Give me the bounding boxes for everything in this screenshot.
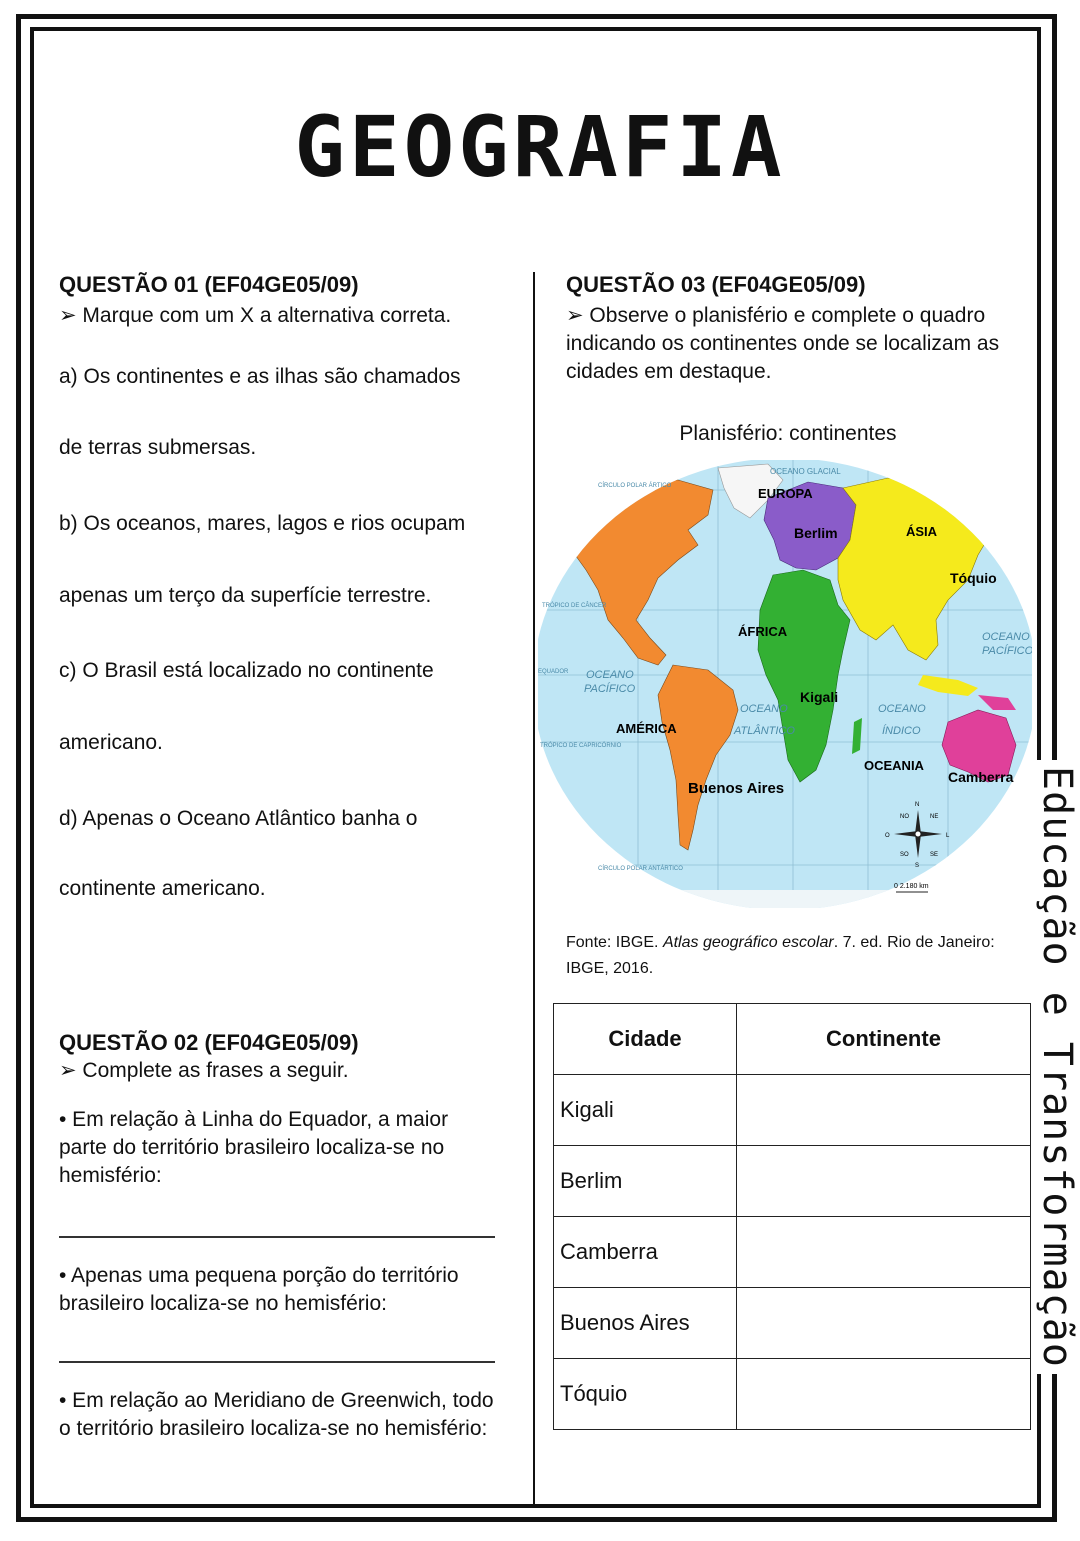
q2-instruction: ➢ Complete as frases a seguir. <box>59 1059 349 1082</box>
label-africa: ÁFRICA <box>738 624 788 639</box>
source-suffix: . 7. ed. Rio de Janeiro: IBGE, 2016. <box>566 934 995 977</box>
cell-cidade: Berlim <box>554 1146 737 1217</box>
label-indico-1: OCEANO <box>878 703 926 715</box>
cell-continente[interactable] <box>737 1217 1031 1288</box>
header-continente: Continente <box>737 1004 1031 1075</box>
label-equador: EQUADOR <box>538 669 569 675</box>
label-kigali: Kigali <box>800 689 839 705</box>
q2-answer-line-2[interactable] <box>59 1361 495 1363</box>
rose-n: N <box>915 802 920 808</box>
label-oceania: OCEANIA <box>864 758 924 773</box>
side-watermark-text: Educação e Transformação <box>1034 760 1080 1374</box>
q1-option-d-line2[interactable]: continente americano. <box>59 877 266 900</box>
q1-option-c-line1[interactable]: c) O Brasil está localizado no continente <box>59 659 434 682</box>
label-berlim: Berlim <box>794 525 838 541</box>
page-title: GEOGRAFIA <box>294 98 786 196</box>
rose-o: O <box>885 833 890 839</box>
q1-option-b-line1[interactable]: b) Os oceanos, mares, lagos e rios ocupam <box>59 512 466 535</box>
label-europa: EUROPA <box>758 486 813 501</box>
q2-item-3: • Em relação ao Meridiano de Greenwich, todo o território brasileiro localiza-se no hemisfério: <box>59 1389 494 1440</box>
q1-option-a-line2[interactable]: de terras submersas. <box>59 436 257 459</box>
rose-no: NO <box>900 814 909 820</box>
q1-instruction: ➢ Marque com um X a alternativa correta. <box>59 304 452 327</box>
world-map-svg <box>538 460 1032 908</box>
world-map <box>538 460 1032 908</box>
label-pacifico-w2: PACÍFICO <box>584 683 636 695</box>
rose-ne: NE <box>930 814 939 820</box>
label-camberra: Camberra <box>948 769 1014 785</box>
q2-answer-line-1[interactable] <box>59 1236 495 1238</box>
antarctica-shape <box>538 890 1032 908</box>
rose-so: SO <box>900 852 909 858</box>
label-pacifico-e1: OCEANO <box>982 631 1030 643</box>
cell-cidade: Kigali <box>554 1075 737 1146</box>
cities-table <box>553 1003 1031 1430</box>
table-header-row <box>554 1004 1031 1075</box>
header-cidade: Cidade <box>554 1004 737 1075</box>
source-italic: Atlas geográfico escolar <box>662 934 834 951</box>
label-america: AMÉRICA <box>616 721 677 736</box>
label-circulo-artico: CÍRCULO POLAR ÁRTICO <box>598 483 672 489</box>
q1-option-c-line2[interactable]: americano. <box>59 731 163 754</box>
label-tropico-cancer: TRÓPICO DE CÂNCER <box>542 603 607 609</box>
cell-continente[interactable] <box>737 1146 1031 1217</box>
table-row <box>554 1217 1031 1288</box>
column-divider <box>533 272 535 1508</box>
label-pacifico-e2: PACÍFICO <box>982 645 1032 657</box>
cell-cidade: Tóquio <box>554 1359 737 1430</box>
table-row <box>554 1075 1031 1146</box>
rose-l: L <box>946 833 950 839</box>
label-indico-2: ÍNDICO <box>882 725 921 737</box>
q3-title: QUESTÃO 03 (EF04GE05/09) <box>566 272 866 297</box>
label-atlantico-1: OCEANO <box>740 703 788 715</box>
q1-option-b-line2[interactable]: apenas um terço da superfície terrestre. <box>59 584 432 607</box>
q2-item-1: • Em relação à Linha do Equador, a maior parte do território brasileiro localiza-se no hemisfério: <box>59 1108 449 1187</box>
q3-instruction: ➢ Observe o planisfério e complete o quadro indicando os continentes onde se localizam as cidades em destaque. <box>566 304 1000 383</box>
q1-option-a-line1[interactable]: a) Os continentes e as ilhas são chamados <box>59 365 461 388</box>
label-oceano-glacial: OCEANO GLACIAL <box>770 467 841 476</box>
q2-title: QUESTÃO 02 (EF04GE05/09) <box>59 1030 359 1055</box>
scale-label: 0 2.180 km <box>894 883 929 890</box>
label-buenos-aires: Buenos Aires <box>688 780 785 797</box>
table-row <box>554 1359 1031 1430</box>
label-tropico-capricornio: TRÓPICO DE CAPRICÓRNIO <box>540 743 622 749</box>
label-atlantico-2: ATLÂNTICO <box>734 725 795 737</box>
cell-cidade: Buenos Aires <box>554 1288 737 1359</box>
cell-continente[interactable] <box>737 1075 1031 1146</box>
q1-title: QUESTÃO 01 (EF04GE05/09) <box>59 272 359 297</box>
rose-se: SE <box>930 852 939 858</box>
q1-option-d-line1[interactable]: d) Apenas o Oceano Atlântico banha o <box>59 807 418 830</box>
source-prefix: Fonte: IBGE. <box>566 934 663 951</box>
cell-continente[interactable] <box>737 1359 1031 1430</box>
rose-s: S <box>915 863 920 869</box>
q2-item-2: • Apenas uma pequena porção do território brasileiro localiza-se no hemisfério: <box>59 1264 459 1315</box>
table-row <box>554 1288 1031 1359</box>
label-pacifico-w1: OCEANO <box>586 669 634 681</box>
label-asia: ÁSIA <box>906 524 938 539</box>
map-title: Planisfério: continentes <box>679 422 897 445</box>
cell-cidade: Camberra <box>554 1217 737 1288</box>
scale-bar <box>894 883 929 892</box>
label-toquio: Tóquio <box>950 570 997 586</box>
cell-continente[interactable] <box>737 1288 1031 1359</box>
map-source <box>566 930 1016 982</box>
label-circulo-antartico: CÍRCULO POLAR ANTÁRTICO <box>598 866 683 872</box>
table-row <box>554 1146 1031 1217</box>
